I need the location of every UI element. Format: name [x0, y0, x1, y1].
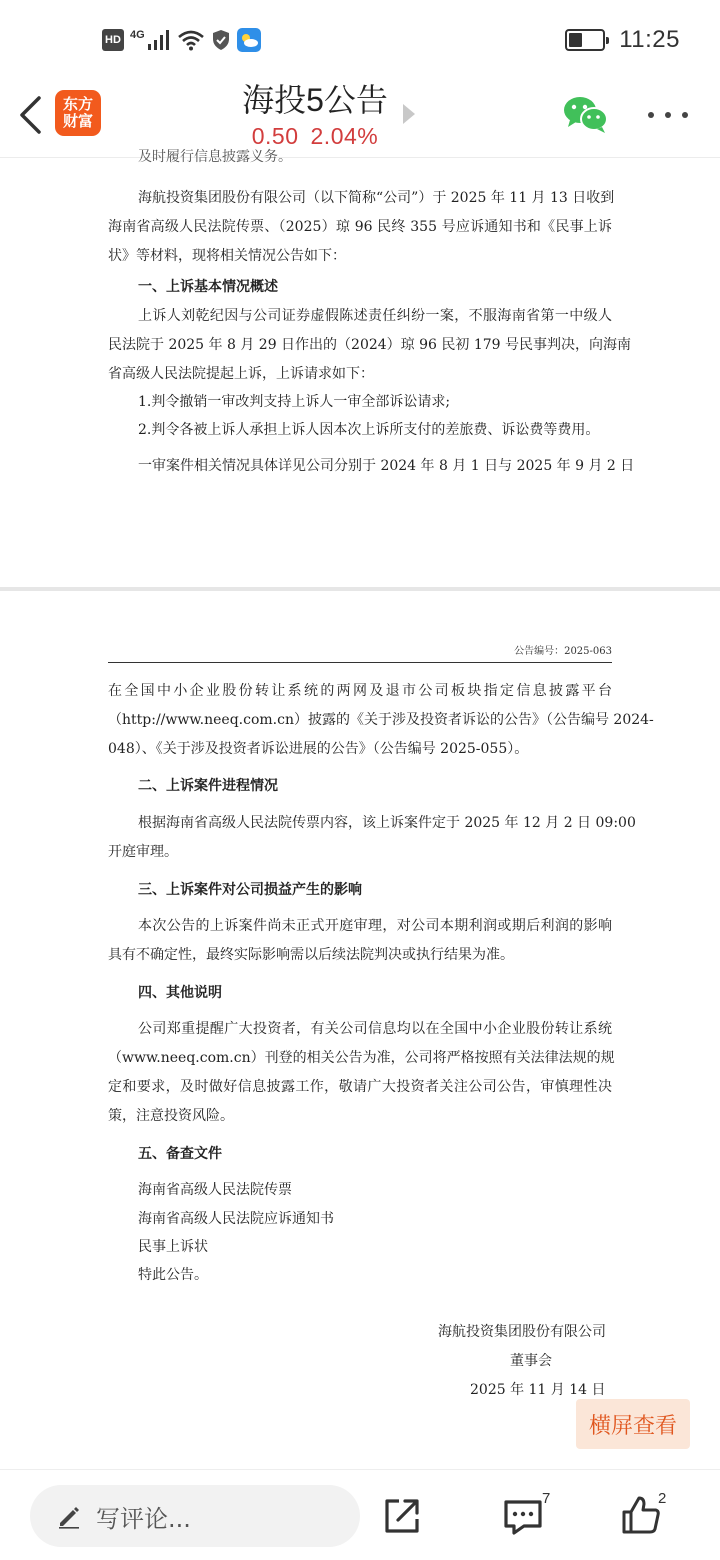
dot-icon [648, 112, 654, 118]
section-heading: 五、备查文件 [138, 1146, 222, 1162]
status-bar [0, 0, 720, 80]
comment-placeholder: 写评论... [96, 1504, 191, 1533]
app-logo-line1: 东方 [62, 96, 93, 113]
paragraph-line: （http://www.neeq.com.cn）披露的《关于涉及投资者诉讼的公告》（公告编号 2024- [108, 712, 654, 728]
status-right [565, 26, 680, 54]
stock-quote [200, 122, 430, 150]
paragraph-line: 策，注意投资风险。 [108, 1108, 234, 1124]
paragraph-line: 一审案件相关情况具体详见公司分别于 2024 年 8 月 1 日与 2025 年 9 月 2 日 [138, 458, 635, 474]
hd-badge: HD [102, 29, 124, 51]
paragraph-line: 公司郑重提醒广大投资者，有关公司信息均以在全国中小企业股份转让系统 [138, 1021, 612, 1037]
dot-icon [682, 112, 688, 118]
clipped-text-line: 及时履行信息披露义务。 [138, 149, 292, 165]
pen-icon [56, 1503, 82, 1529]
chevron-left-icon [17, 95, 43, 135]
weather-app-icon [237, 28, 261, 52]
caret-right-icon[interactable] [403, 104, 415, 124]
section-heading: 三、上诉案件对公司损益产生的影响 [138, 882, 362, 898]
bottom-action-bar [0, 1469, 720, 1560]
wechat-icon [562, 94, 610, 134]
signature-date: 2025 年 11 月 14 日 [470, 1382, 606, 1398]
clock: 11:25 [619, 26, 680, 53]
paragraph-line: 民法院于 2025 年 8 月 29 日作出的（2024）琼 96 民初 179 号民事判决，向海南 [108, 337, 632, 353]
app-logo-line2: 财富 [62, 113, 93, 130]
paragraph-line: 定和要求，及时做好信息披露工作，敬请广大投资者关注公司公告，审慎理性决 [108, 1079, 612, 1095]
signature-company: 海航投资集团股份有限公司 [438, 1324, 606, 1340]
share-icon [382, 1496, 422, 1536]
wifi-icon [177, 29, 205, 51]
file-list-item: 民事上诉状 [138, 1239, 208, 1255]
more-options-button[interactable] [648, 100, 688, 130]
stock-title-area[interactable] [200, 80, 430, 150]
signal-icon [147, 29, 171, 51]
comment-bubble-icon [502, 1498, 544, 1536]
section-heading: 二、上诉案件进程情况 [138, 778, 278, 794]
battery-icon [565, 29, 605, 51]
paragraph-line: 本次公告的上诉案件尚未正式开庭审理，对公司本期利润或期后利润的影响 [138, 918, 612, 934]
comment-input[interactable] [30, 1485, 360, 1547]
paragraph-line: 在全国中小企业股份转让系统的两网及退市公司板块指定信息披露平台 [108, 683, 612, 699]
list-item: 1.判令撤销一审改判支持上诉人一审全部诉讼请求; [138, 394, 451, 410]
paragraph-line: （www.neeq.com.cn）刊登的相关公告为准，公司将严格按照有关法律法规的规 [108, 1050, 615, 1066]
file-list-item: 海南省高级人民法院传票 [138, 1182, 292, 1198]
signature-board: 董事会 [510, 1353, 552, 1369]
status-left [102, 28, 261, 52]
section-heading: 一、上诉基本情况概述 [138, 279, 278, 295]
paragraph-line: 海航投资集团股份有限公司（以下简称“公司”）于 2025 年 11 月 13 日收到 [138, 190, 615, 206]
paragraph-line: 省高级人民法院提起上诉，上诉请求如下： [108, 366, 374, 382]
comments-count: 7 [542, 1490, 551, 1507]
comments-button[interactable] [502, 1498, 544, 1536]
app-logo[interactable] [55, 90, 101, 136]
paragraph-line: 048）、《关于涉及投资者诉讼进展的公告》（公告编号 2025-055）。 [108, 741, 529, 757]
closing-line: 特此公告。 [138, 1267, 208, 1283]
header-rule [108, 662, 612, 663]
paragraph-line: 上诉人刘乾纪因与公司证券虚假陈述责任纠纷一案，不服海南省第一中级人 [138, 308, 612, 324]
thumbs-up-icon [620, 1494, 662, 1536]
stock-change-pct: 2.04% [310, 123, 379, 149]
section-heading: 四、其他说明 [138, 985, 222, 1001]
like-count: 2 [658, 1490, 667, 1507]
paragraph-line: 海南省高级人民法院传票、（2025）琼 96 民终 355 号应诉通知书和《民事上诉 [108, 219, 612, 235]
paragraph-line: 根据海南省高级人民法院传票内容，该上诉案件定于 2025 年 12 月 2 日 09:00 [138, 815, 636, 831]
stock-price: 0.50 [251, 123, 299, 149]
network-type: 4G [130, 29, 145, 41]
wechat-share-button[interactable] [562, 94, 610, 134]
dot-icon [665, 112, 671, 118]
document-number: 公告编号：2025-063 [514, 646, 612, 657]
document-page-1 [0, 149, 720, 587]
share-button[interactable] [382, 1496, 422, 1536]
shield-icon [211, 29, 231, 51]
landscape-view-button[interactable]: 横屏查看 [576, 1399, 690, 1449]
like-button[interactable] [620, 1494, 662, 1536]
file-list-item: 海南省高级人民法院应诉通知书 [138, 1211, 334, 1227]
paragraph-line: 状》等材料，现将相关情况公告如下： [108, 248, 346, 264]
list-item: 2.判令各被上诉人承担上诉人因本次上诉所支付的差旅费、诉讼费等费用。 [138, 422, 600, 438]
battery-level [569, 33, 582, 47]
page-title: 海投5公告 [242, 82, 388, 118]
document-page-2 [0, 591, 720, 1469]
paragraph-line: 开庭审理。 [108, 844, 178, 860]
paragraph-line: 具有不确定性，最终实际影响需以后续法院判决或执行结果为准。 [108, 947, 514, 963]
back-button[interactable] [10, 90, 50, 140]
